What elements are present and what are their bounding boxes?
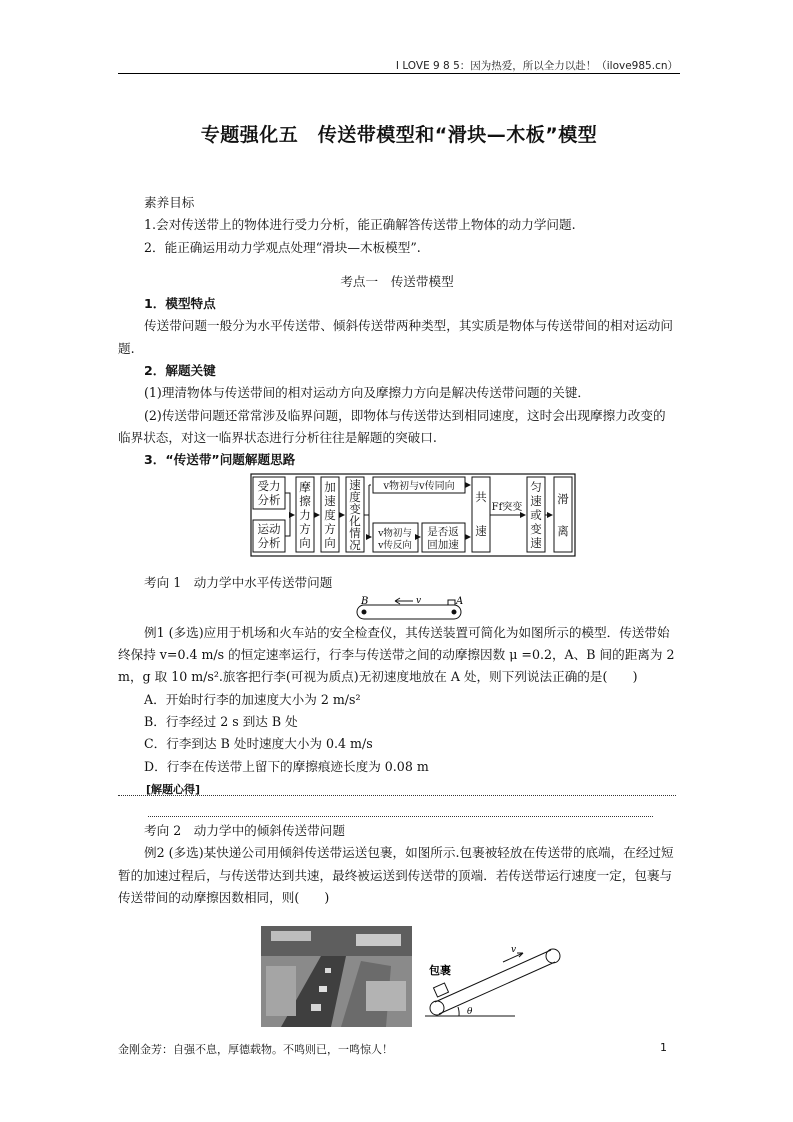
- goal-item: 2．能正确运用动力学观点处理“滑块—木板模型”.: [144, 239, 421, 255]
- fc-common-speed: 速: [475, 524, 487, 538]
- goals-heading: 素养目标: [144, 195, 195, 210]
- fc-force-2: 分析: [257, 493, 281, 507]
- fc-leave: 离: [557, 524, 569, 538]
- incline-label-v: v: [511, 945, 517, 955]
- page-number: 1: [660, 1041, 667, 1054]
- fc-speed: 情: [349, 526, 361, 540]
- incline-label-theta: θ: [467, 1007, 473, 1017]
- page-title: 专题强化五 传送带模型和“滑块—木板”模型: [200, 124, 598, 146]
- header-rule: [118, 73, 680, 74]
- inclined-belt-diagram: [425, 938, 575, 1020]
- fc-friction: 向: [299, 536, 311, 550]
- page-header: I LOVE 9 8 5：因为热爱，所以全力以赴！（ilove985.cn）: [395, 60, 678, 72]
- fc-accel: 加: [324, 480, 336, 494]
- option-a: A．开始时行李的加速度大小为 2 m/s²: [144, 691, 361, 707]
- fc-speed: 化: [349, 514, 361, 528]
- fc-leave: 滑: [557, 492, 569, 506]
- example-2: 例2 (多选)某快递公司用倾斜传送带运送包裹，如图所示.包裹被轻放在传送带的底端，在经过短暂的加速过程后，与传送带达到共速，最终被运送到传送带的顶端．若传送带运行速度一定，包裹与传送带间的动摩擦因数相同，则( ): [118, 845, 674, 905]
- fc-accel: 方: [324, 522, 336, 536]
- horizontal-belt-diagram: [355, 596, 465, 622]
- section-heading: 考点一 传送带模型: [340, 273, 454, 289]
- fc-friction: 力: [299, 508, 311, 522]
- fc-speed: 况: [349, 538, 361, 552]
- fc-returns: 回加速: [427, 539, 459, 551]
- fc-friction: 擦: [299, 494, 311, 508]
- paragraph: 传送带问题一般分为水平传送带、倾斜传送带两种类型，其实质是物体与传送带间的相对运动问题.: [118, 318, 673, 356]
- fc-same-direction: v物初与v传同向: [383, 481, 455, 492]
- fc-accel: 速: [324, 494, 336, 508]
- subsection-title: 1．模型特点: [144, 296, 216, 312]
- paragraph: (1)理清物体与传送带间的相对运动方向及摩擦力方向是解决传送带问题的关键．: [144, 385, 591, 401]
- k2-heading: 考向 2 动力学中的倾斜传送带问题: [144, 822, 345, 838]
- fc-opposite-direction: v物初与: [378, 528, 412, 539]
- subsection-title: 3．“传送带”问题解题思路: [144, 452, 296, 468]
- option-c: C．行李到达 B 处时速度大小为 0.4 m/s: [144, 736, 373, 752]
- notes-line: [148, 799, 653, 817]
- subsection-title: 2．解题关键: [144, 363, 216, 379]
- option-b: B．行李经过 2 s 到达 B 处: [144, 714, 298, 730]
- fc-force-1: 受力: [257, 479, 281, 493]
- example-1: 例1 (多选)应用于机场和火车站的安全检查仪，其传送装置可简化为如图所示的模型．传送带始终保持 v=0.4 m/s 的恒定速率运行，行李与传送带之间的动摩擦因数 μ =0.2，A、B 间的距离为 2 m，g 取 10 m/s².旅客把行李(可视为质点)无初速度地放在 A 处，则下列说法正确的是( ): [118, 624, 675, 685]
- fc-accel: 度: [324, 508, 336, 522]
- fc-speed: 速: [349, 478, 361, 492]
- fc-uniform: 或: [530, 508, 542, 522]
- fc-motion-2: 分析: [257, 536, 281, 550]
- fc-uniform: 匀: [530, 480, 542, 494]
- paragraph: (2)传送带问题还常常涉及临界问题，即物体与传送带达到相同速度，这时会出现摩擦力改变的临界状态，对这一临界状态进行分析往往是解题的突破口.: [118, 407, 666, 445]
- fc-friction: 摩: [299, 480, 311, 494]
- notes-label: [解题心得]: [146, 782, 201, 796]
- belt-label-b: B: [361, 596, 369, 607]
- footer-motto: 金刚金芳：自强不息，厚德载物。不鸣则已，一鸣惊人！: [118, 1043, 393, 1056]
- package-label: 包裹: [429, 964, 451, 977]
- k1-heading: 考向 1 动力学中水平传送带问题: [144, 574, 333, 590]
- belt-label-v: v: [416, 596, 422, 606]
- problem-solving-flowchart: [250, 473, 576, 557]
- fc-uniform: 速: [530, 494, 542, 508]
- fc-uniform: 变: [530, 522, 542, 536]
- fc-returns: 是否返: [427, 526, 459, 538]
- conveyor-photo: [261, 926, 412, 1027]
- option-d: D．行李在传送带上留下的摩擦痕迹长度为 0.08 m: [144, 758, 429, 774]
- fc-uniform: 速: [530, 536, 542, 550]
- fc-motion-1: 运动: [257, 522, 281, 536]
- fc-accel: 向: [324, 536, 336, 550]
- fc-friction-change: Ff突变: [491, 502, 523, 513]
- fc-common-speed: 共: [475, 490, 487, 504]
- belt-label-a: A: [456, 596, 464, 607]
- fc-speed: 度: [349, 490, 361, 504]
- notes-line: [118, 778, 676, 796]
- fc-speed: 变: [349, 502, 361, 516]
- goal-item: 1.会对传送带上的物体进行受力分析，能正确解答传送带上物体的动力学问题.: [144, 217, 576, 233]
- fc-friction: 方: [299, 522, 311, 536]
- fc-opposite-direction: v传反向: [378, 540, 412, 551]
